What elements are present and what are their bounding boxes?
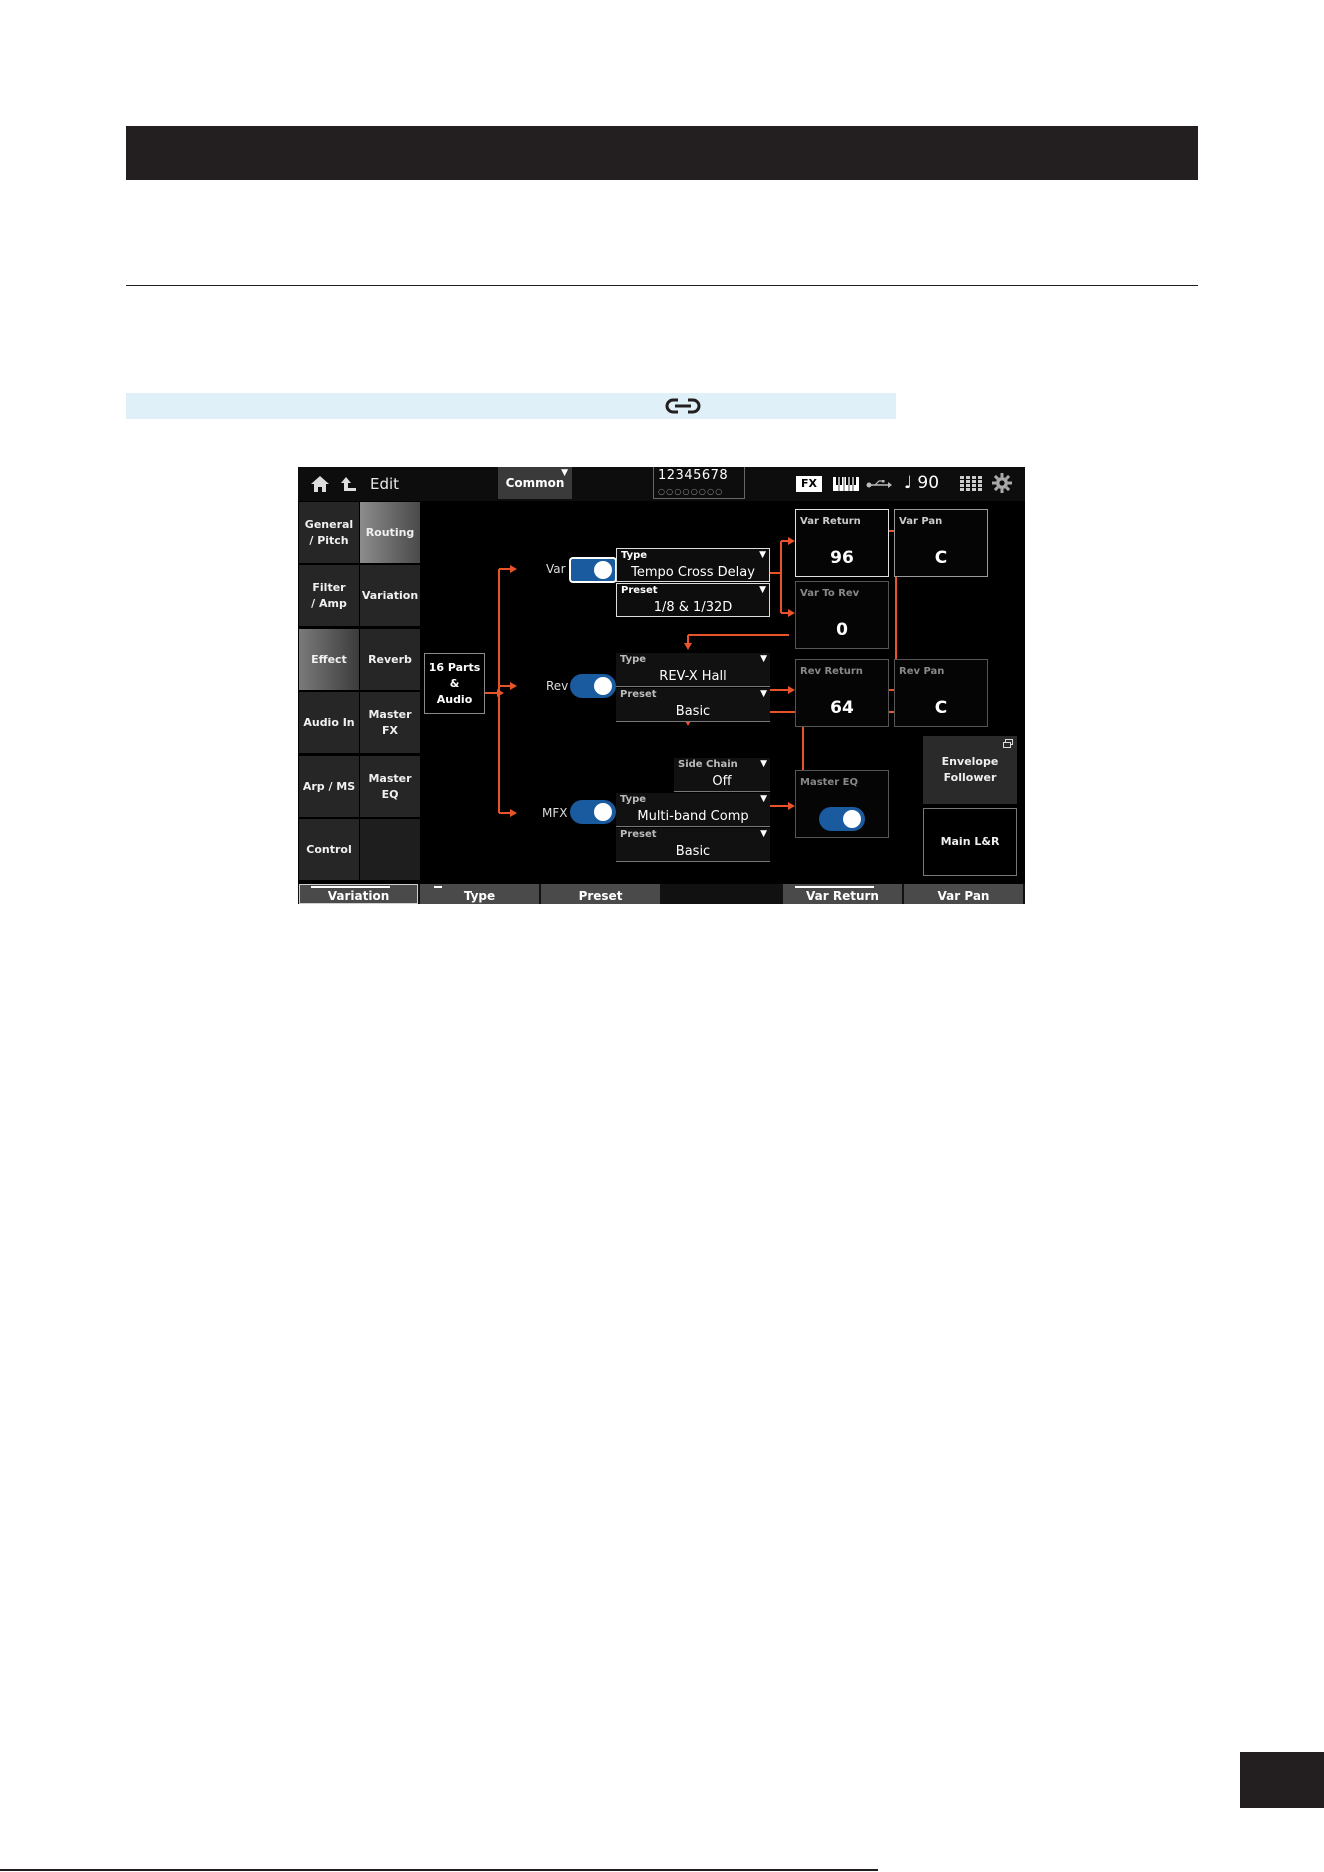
bottom-tab-var-return[interactable]: Var Return (783, 884, 902, 904)
rev-preset-value: Basic (675, 704, 711, 719)
mfx-label: MFX (542, 806, 568, 820)
var-return-param[interactable] (795, 509, 889, 577)
rev-type-select[interactable] (616, 653, 770, 687)
rev-pan-label: Rev Pan (899, 666, 945, 677)
tab-effect[interactable]: Effect (299, 629, 359, 690)
edit-label: Edit (370, 475, 400, 493)
subtab-variation[interactable]: Variation (360, 565, 420, 626)
dropdown-caret-icon: ▼ (561, 468, 568, 478)
rev-pan-value: C (934, 698, 948, 718)
var-type-select[interactable] (616, 548, 770, 582)
dropdown-arrow-icon: ▼ (760, 794, 767, 804)
rev-pan-param[interactable] (894, 659, 988, 727)
var-preset-value: 1/8 & 1/32D (653, 600, 733, 615)
master-eq-label: Master EQ (800, 777, 858, 788)
tab-audio-in[interactable]: Audio In (299, 692, 359, 753)
dropdown-arrow-icon: ▼ (760, 759, 767, 769)
dropdown-arrow-icon: ▼ (760, 829, 767, 839)
fx-badge: FX (796, 476, 822, 492)
mfx-type-value: Multi-band Comp (637, 809, 749, 824)
var-label: Var (546, 562, 566, 576)
bottom-tab-variation[interactable]: Variation (299, 884, 418, 904)
envelope-follower-button[interactable]: Envelope Follower (923, 736, 1017, 804)
var-to-rev-param[interactable] (795, 581, 889, 649)
mfx-preset-value: Basic (675, 844, 711, 859)
rev-type-value: REV-X Hall (659, 669, 727, 684)
main-lr-output[interactable]: Main L&R (923, 808, 1017, 876)
synth-screen (298, 467, 1025, 904)
side-chain-label: Side Chain (678, 759, 738, 770)
subtab-master-fx[interactable]: Master FX (360, 692, 420, 753)
rev-toggle[interactable] (570, 674, 616, 698)
common-tab-label: Common (505, 476, 565, 490)
subtab-master-eq[interactable]: Master EQ (360, 756, 420, 817)
mfx-type-label: Type (620, 794, 647, 805)
mfx-toggle[interactable] (570, 800, 616, 824)
master-eq-toggle[interactable] (819, 807, 865, 831)
rev-return-value: 64 (830, 698, 854, 718)
source-16-parts-audio: 16 Parts & Audio (424, 653, 485, 714)
mfx-preset-label: Preset (620, 829, 657, 840)
part-numbers: 12345678 (658, 468, 729, 483)
side-chain-value: Off (712, 774, 732, 789)
var-to-rev-label: Var To Rev (800, 588, 860, 599)
page-number-tab (1240, 1752, 1324, 1808)
tab-filter-amp[interactable]: Filter / Amp (299, 565, 359, 626)
tab-general-pitch[interactable]: General / Pitch (299, 502, 359, 563)
var-type-value: Tempo Cross Delay (631, 565, 755, 580)
mfx-type-select[interactable] (616, 793, 770, 827)
part-indicators: ○○○○○○○○ (658, 487, 724, 496)
tempo-readout: ♩ 90 (904, 473, 940, 493)
dropdown-arrow-icon: ▼ (760, 654, 767, 664)
var-return-value: 96 (830, 548, 854, 568)
note-band (126, 393, 896, 419)
tab-arp-ms[interactable]: Arp / MS (299, 756, 359, 817)
var-pan-param[interactable] (894, 509, 988, 577)
rev-return-label: Rev Return (800, 666, 863, 677)
link-icon (661, 396, 705, 416)
rev-label: Rev (546, 679, 569, 693)
rev-type-label: Type (620, 654, 647, 665)
var-pan-label: Var Pan (899, 516, 943, 527)
tab-control[interactable]: Control (299, 819, 359, 880)
footer-rule (0, 1869, 878, 1871)
subtab-reverb[interactable]: Reverb (360, 629, 420, 690)
section-divider (126, 285, 1198, 286)
bottom-tab-type[interactable]: Type (420, 884, 539, 904)
rev-return-param[interactable] (795, 659, 889, 727)
var-return-label: Var Return (800, 516, 861, 527)
rev-preset-select[interactable] (616, 688, 770, 722)
dropdown-arrow-icon: ▼ (759, 550, 766, 560)
var-pan-value: C (934, 548, 948, 568)
var-toggle[interactable] (570, 558, 616, 582)
var-type-label: Type (621, 550, 648, 561)
dropdown-arrow-icon: ▼ (760, 689, 767, 699)
rev-preset-label: Preset (620, 689, 657, 700)
var-to-rev-value: 0 (836, 620, 848, 640)
subtab-routing[interactable]: Routing (360, 502, 420, 563)
popup-window-icon (1003, 739, 1013, 748)
bottom-tab-preset[interactable]: Preset (541, 884, 660, 904)
var-preset-select[interactable] (616, 583, 770, 617)
side-chain-select[interactable] (674, 758, 770, 792)
mfx-preset-select[interactable] (616, 828, 770, 862)
var-preset-label: Preset (621, 585, 658, 596)
bottom-tab-var-pan[interactable]: Var Pan (904, 884, 1023, 904)
dropdown-arrow-icon: ▼ (759, 585, 766, 595)
page-header-bar (126, 126, 1198, 180)
